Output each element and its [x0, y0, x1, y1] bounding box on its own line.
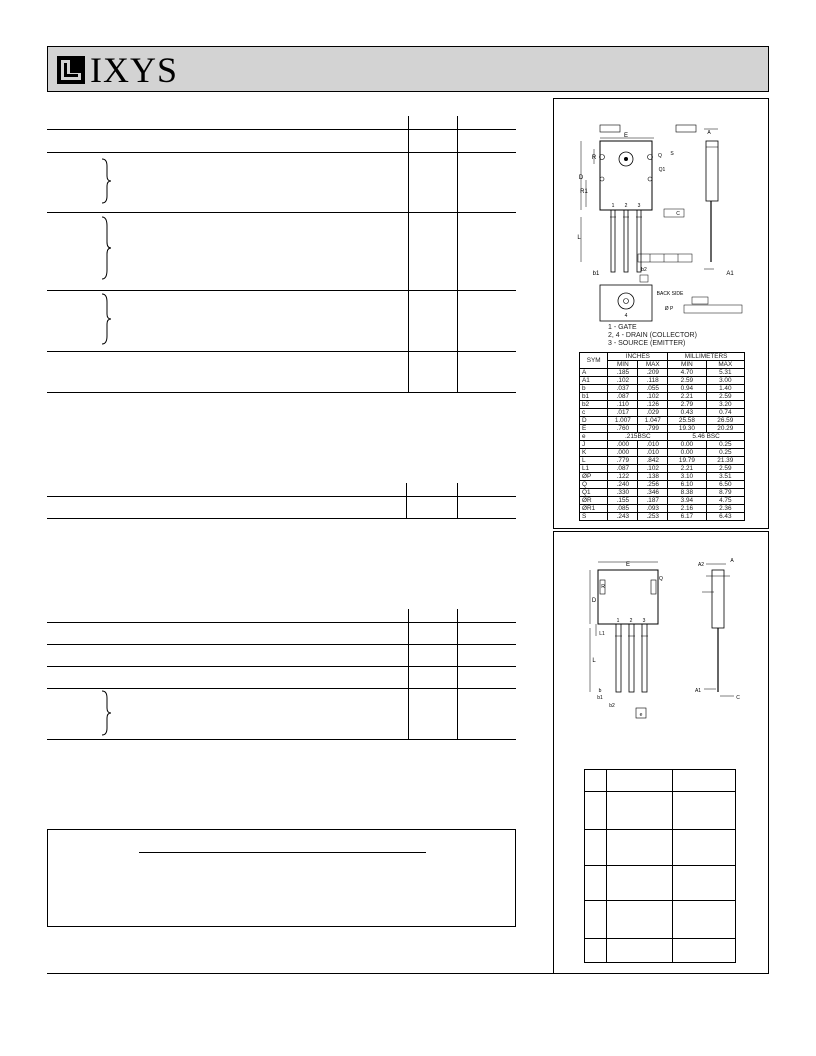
column-divider — [457, 483, 458, 518]
table-cell: .110 — [608, 401, 638, 409]
table-cell: 3.51 — [706, 473, 744, 481]
table-cell: 0.25 — [706, 449, 744, 457]
table-cell: A — [580, 369, 608, 377]
dim-label-C: C — [736, 695, 740, 701]
table-cell: .010 — [638, 441, 668, 449]
table-cell: .187 — [638, 497, 668, 505]
table-cell: .055 — [638, 385, 668, 393]
table-cell: b2 — [580, 401, 608, 409]
table-cell: .093 — [638, 505, 668, 513]
table-row — [580, 481, 745, 489]
table-cell: 19.30 — [668, 425, 706, 433]
table-cell: 0.00 — [668, 449, 706, 457]
pin-legend-line: 2, 4 - DRAIN (COLLECTOR) — [608, 332, 697, 339]
table-cell: .000 — [608, 449, 638, 457]
pin-label-3: 3 — [637, 203, 641, 209]
table-row — [580, 513, 745, 521]
table-cell: .243 — [608, 513, 638, 521]
table-cell: 8.79 — [706, 489, 744, 497]
table-cell: S — [580, 513, 608, 521]
table-row — [580, 497, 745, 505]
table-cell: 25.58 — [668, 417, 706, 425]
table-row — [580, 377, 745, 385]
ixys-logo-icon — [56, 55, 86, 85]
table-cell: 21.39 — [706, 457, 744, 465]
brace-icon — [100, 216, 112, 280]
pin-label-1: 1 — [611, 203, 615, 209]
dim-label-Q1: Q1 — [658, 167, 666, 173]
table-cell: 0.43 — [668, 409, 706, 417]
column-divider — [457, 609, 458, 739]
table-rule — [47, 666, 516, 667]
column-divider — [457, 116, 458, 392]
table-cell: 2.21 — [668, 393, 706, 401]
table-cell: K — [580, 449, 608, 457]
dim-label-E: E — [625, 562, 631, 568]
table-cell: .102 — [638, 393, 668, 401]
dim-label-S: S — [670, 151, 674, 157]
dim-label-A2: A2 — [697, 562, 705, 568]
pin-label-1: 1 — [616, 618, 620, 624]
table-row — [585, 792, 736, 830]
table-cell: 19.79 — [668, 457, 706, 465]
table-cell: .037 — [608, 385, 638, 393]
table-row — [580, 441, 745, 449]
column-divider — [408, 116, 409, 392]
dim-label-b: b — [598, 688, 602, 694]
table-row — [580, 401, 745, 409]
table-row — [580, 465, 745, 473]
pin-label-2: 2 — [629, 618, 633, 624]
table-row — [580, 433, 745, 441]
table-cell: .085 — [608, 505, 638, 513]
table-cell: 6.43 — [706, 513, 744, 521]
table-cell: 5.31 — [706, 369, 744, 377]
brace-icon — [100, 690, 112, 736]
table-cell: b1 — [580, 393, 608, 401]
table-subheader: MAX — [706, 361, 744, 369]
table-header-row — [580, 353, 745, 361]
dim-label-A: A — [730, 558, 734, 564]
table-cell: .102 — [638, 465, 668, 473]
table-rule — [47, 212, 516, 213]
table-cell: J — [580, 441, 608, 449]
dim-label-D: D — [578, 175, 584, 181]
table-cell: .126 — [638, 401, 668, 409]
table-row — [580, 505, 745, 513]
table-cell: b — [580, 385, 608, 393]
table-cell: 1.047 — [638, 417, 668, 425]
table-cell: .087 — [608, 393, 638, 401]
table-cell: .155 — [608, 497, 638, 505]
table-cell: .010 — [638, 449, 668, 457]
table-cell: 2.36 — [706, 505, 744, 513]
table-cell: 2.21 — [668, 465, 706, 473]
table-cell: 2.16 — [668, 505, 706, 513]
table-cell: .346 — [638, 489, 668, 497]
table-cell: .842 — [638, 457, 668, 465]
table-cell: 3.20 — [706, 401, 744, 409]
dim-label-L: L — [592, 658, 596, 664]
table-cell: e — [580, 433, 608, 441]
table-cell: 6.10 — [668, 481, 706, 489]
dim-label-L1: L1 — [599, 631, 605, 637]
table-header: INCHES — [608, 353, 668, 361]
table-cell: 3.00 — [706, 377, 744, 385]
table-cell: E — [580, 425, 608, 433]
table-cell: .087 — [608, 465, 638, 473]
table-cell: .138 — [638, 473, 668, 481]
table-row — [580, 489, 745, 497]
table-cell: 0.94 — [668, 385, 706, 393]
table-cell: .209 — [638, 369, 668, 377]
table-cell: .029 — [638, 409, 668, 417]
table-row — [580, 417, 745, 425]
table-cell: .215BSC — [608, 433, 668, 441]
dim-label-A1: A1 — [726, 271, 734, 277]
pin-label-2: 2 — [624, 203, 628, 209]
table-cell: 4.75 — [706, 497, 744, 505]
table-cell: 3.94 — [668, 497, 706, 505]
table-subheader: MAX — [638, 361, 668, 369]
table-cell: L — [580, 457, 608, 465]
table-cell: .122 — [608, 473, 638, 481]
table-row — [580, 425, 745, 433]
table-rule — [47, 290, 516, 291]
pin-legend — [608, 324, 697, 348]
table-cell: D — [580, 417, 608, 425]
table-cell: 2.59 — [706, 393, 744, 401]
dim-label-D: D — [591, 598, 597, 604]
dim-label-b2: b2 — [609, 703, 615, 709]
dimension-table-body — [580, 369, 745, 521]
table-cell: .017 — [608, 409, 638, 417]
table-cell: 0.25 — [706, 441, 744, 449]
table-cell: ØR1 — [580, 505, 608, 513]
table-header: SYM — [580, 353, 608, 369]
pin-legend-line: 3 - SOURCE (EMITTER) — [608, 340, 686, 347]
table-row — [580, 409, 745, 417]
dim-label-b1: b1 — [592, 271, 600, 277]
logo-text: IXYS — [90, 50, 179, 90]
dim-label-e: e — [639, 712, 643, 718]
dim-label-R: R — [601, 584, 605, 590]
table-cell: 6.50 — [706, 481, 744, 489]
table-cell: ØR — [580, 497, 608, 505]
pin-label-4: 4 — [624, 313, 628, 319]
brace-icon — [100, 158, 112, 204]
dim-label-R1: R1 — [580, 189, 588, 195]
pin-label-3: 3 — [642, 618, 646, 624]
table-rule — [47, 129, 516, 130]
table-cell: c — [580, 409, 608, 417]
table-row — [580, 369, 745, 377]
table-subheader: MIN — [608, 361, 638, 369]
table-rule — [47, 392, 516, 393]
dim-label-L: L — [577, 235, 581, 241]
dim-label-Q: Q — [659, 576, 663, 582]
table-cell: .185 — [608, 369, 638, 377]
dim-label-R: R — [591, 155, 597, 161]
table-cell: .760 — [608, 425, 638, 433]
table-row — [580, 457, 745, 465]
ixys-logo — [56, 50, 179, 90]
dim-label-A1: A1 — [694, 688, 702, 694]
table-cell: 0.74 — [706, 409, 744, 417]
table-row — [585, 900, 736, 938]
table-row — [585, 866, 736, 900]
table-cell: 26.59 — [706, 417, 744, 425]
package-outline-drawing — [554, 99, 770, 329]
note-box — [47, 829, 516, 927]
table-row — [580, 473, 745, 481]
table-cell: 0.00 — [668, 441, 706, 449]
table-row — [585, 830, 736, 866]
table-cell: 1.40 — [706, 385, 744, 393]
column-divider — [406, 483, 407, 518]
table-rule — [47, 351, 516, 352]
table-row — [580, 393, 745, 401]
table-row — [585, 770, 736, 792]
table-rule — [47, 739, 516, 740]
table-cell: 1.007 — [608, 417, 638, 425]
table-cell: 5.46 BSC — [668, 433, 745, 441]
table-rule — [47, 518, 516, 519]
back-side-label: BACK SIDE — [656, 291, 684, 297]
dimension-table — [579, 352, 745, 521]
table-rule — [47, 644, 516, 645]
table-cell: .240 — [608, 481, 638, 489]
table-row — [580, 449, 745, 457]
header-bar — [47, 46, 769, 92]
dim-label-C: C — [676, 211, 680, 217]
table-header: MILLIMETERS — [668, 353, 745, 361]
table-cell: ØP — [580, 473, 608, 481]
table-rule — [47, 152, 516, 153]
table-cell: 2.79 — [668, 401, 706, 409]
table-cell: .118 — [638, 377, 668, 385]
table-cell: 4.70 — [668, 369, 706, 377]
table-row — [585, 938, 736, 962]
table-rule — [47, 622, 516, 623]
table-row — [580, 385, 745, 393]
table-cell: .253 — [638, 513, 668, 521]
table-subheader: MIN — [668, 361, 706, 369]
table-cell: 6.17 — [668, 513, 706, 521]
table-cell: .779 — [608, 457, 638, 465]
table-rule — [47, 688, 516, 689]
dim-label-Q: Q — [658, 153, 662, 159]
table-cell: 2.59 — [668, 377, 706, 385]
dim-label-b1: b1 — [597, 695, 603, 701]
table-cell: Q — [580, 481, 608, 489]
brace-icon — [100, 293, 112, 345]
table-cell: .102 — [608, 377, 638, 385]
table-cell: .799 — [638, 425, 668, 433]
dimension-table-2 — [584, 769, 736, 963]
dim-label-b2: b2 — [641, 267, 647, 273]
table-cell: Q1 — [580, 489, 608, 497]
dim-label-P: Ø P — [664, 306, 674, 312]
table-cell: 3.10 — [668, 473, 706, 481]
dim-label-A: A — [707, 130, 711, 136]
pin-legend-line: 1 - GATE — [608, 324, 637, 331]
package-outline-drawing-2 — [554, 532, 770, 732]
table-cell: 20.29 — [706, 425, 744, 433]
note-box-rule — [139, 852, 426, 853]
column-divider — [408, 609, 409, 739]
table-cell: .256 — [638, 481, 668, 489]
table-cell: A1 — [580, 377, 608, 385]
dim-label-E: E — [623, 133, 629, 139]
table-cell: 2.59 — [706, 465, 744, 473]
table-cell: L1 — [580, 465, 608, 473]
table-cell: .330 — [608, 489, 638, 497]
table-cell: .000 — [608, 441, 638, 449]
table-cell: 8.38 — [668, 489, 706, 497]
table-rule — [47, 496, 516, 497]
